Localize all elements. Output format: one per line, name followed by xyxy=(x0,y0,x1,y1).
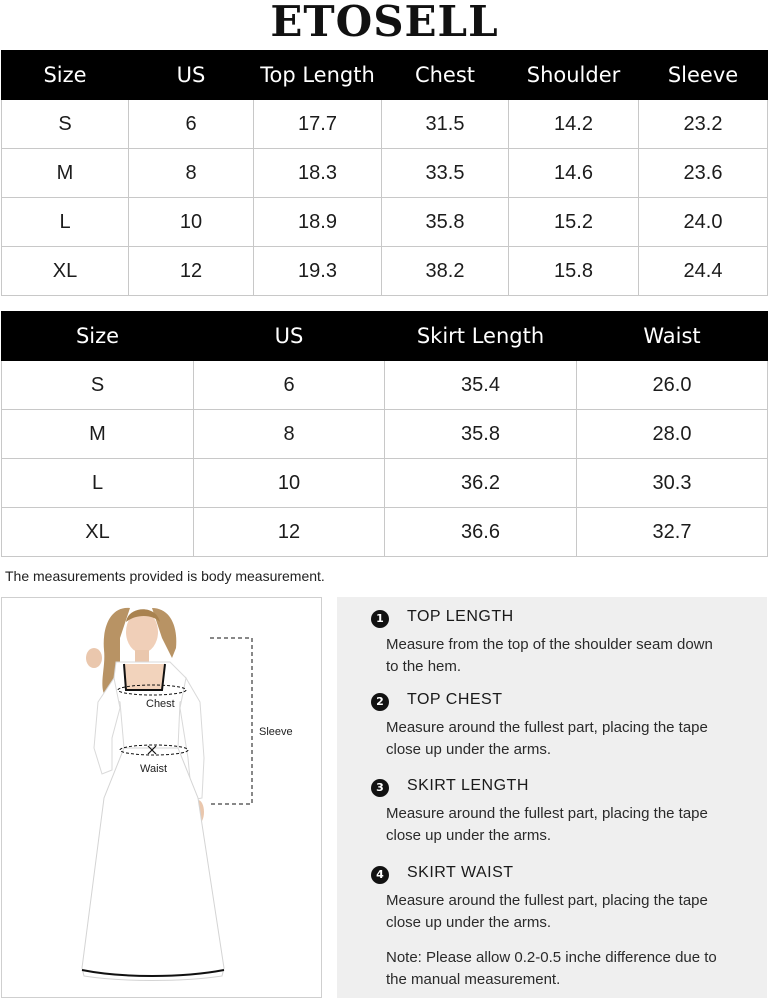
table-cell: S xyxy=(2,361,194,410)
table-cell: 12 xyxy=(129,247,254,296)
step-title: SKIRT WAIST xyxy=(407,864,514,881)
step-description: Measure around the fullest part, placing the tape close up under the arms. xyxy=(386,719,708,758)
measurement-guide xyxy=(337,597,767,998)
table-cell: 33.5 xyxy=(382,149,509,198)
table-cell: 6 xyxy=(194,361,385,410)
table-cell: 32.7 xyxy=(577,508,768,557)
dress-illustration xyxy=(2,598,322,998)
table-cell: 35.8 xyxy=(385,410,577,459)
header-waist: Waist xyxy=(577,312,768,361)
table-cell: 23.6 xyxy=(639,149,768,198)
table-header-row xyxy=(2,51,768,100)
step-title: SKIRT LENGTH xyxy=(407,777,529,794)
chest-label: Chest xyxy=(146,698,175,710)
table-cell: 17.7 xyxy=(254,100,382,149)
table-cell: 31.5 xyxy=(382,100,509,149)
table-cell: 38.2 xyxy=(382,247,509,296)
table-cell: 28.0 xyxy=(577,410,768,459)
top-size-table xyxy=(1,50,768,296)
table-cell: XL xyxy=(2,508,194,557)
table-cell: 12 xyxy=(194,508,385,557)
table-cell: 10 xyxy=(129,198,254,247)
header-skirt-length: Skirt Length xyxy=(385,312,577,361)
header-size: Size xyxy=(2,51,129,100)
model-diagram xyxy=(1,597,322,998)
table-cell: 24.0 xyxy=(639,198,768,247)
table-cell: 10 xyxy=(194,459,385,508)
table-row xyxy=(2,361,768,410)
table-cell: 8 xyxy=(194,410,385,459)
header-us: US xyxy=(129,51,254,100)
table-cell: 18.9 xyxy=(254,198,382,247)
step-description: Measure around the fullest part, placing the tape close up under the arms. xyxy=(386,805,708,844)
table-cell: 14.6 xyxy=(509,149,639,198)
table-row xyxy=(2,149,768,198)
table-cell: 18.3 xyxy=(254,149,382,198)
step-number-badge: 4 xyxy=(371,866,389,884)
table-row xyxy=(2,198,768,247)
table-cell: XL xyxy=(2,247,129,296)
step-title: TOP CHEST xyxy=(407,691,503,708)
brand-logo: ETOSELL xyxy=(270,0,499,46)
table-cell: 14.2 xyxy=(509,100,639,149)
step-number-badge: 3 xyxy=(371,779,389,797)
table-row xyxy=(2,508,768,557)
step-number-badge: 2 xyxy=(371,693,389,711)
table-cell: 24.4 xyxy=(639,247,768,296)
table-row xyxy=(2,247,768,296)
table-cell: 6 xyxy=(129,100,254,149)
difference-note: Note: Please allow 0.2-0.5 inche difference due to the manual measurement. xyxy=(386,949,717,988)
table-cell: M xyxy=(2,149,129,198)
header-sleeve: Sleeve xyxy=(639,51,768,100)
table-cell: 23.2 xyxy=(639,100,768,149)
table-cell: 35.4 xyxy=(385,361,577,410)
table-cell: M xyxy=(2,410,194,459)
header-shoulder: Shoulder xyxy=(509,51,639,100)
header-chest: Chest xyxy=(382,51,509,100)
step-description: Measure from the top of the shoulder seam down to the hem. xyxy=(386,636,713,675)
table-cell: L xyxy=(2,459,194,508)
table-cell: 35.8 xyxy=(382,198,509,247)
table-cell: L xyxy=(2,198,129,247)
table-cell: 19.3 xyxy=(254,247,382,296)
step-description: Measure around the fullest part, placing the tape close up under the arms. xyxy=(386,892,708,931)
measurement-note: The measurements provided is body measurement. xyxy=(5,568,325,584)
sleeve-label: Sleeve xyxy=(259,726,293,738)
table-row xyxy=(2,459,768,508)
table-cell: S xyxy=(2,100,129,149)
step-number-badge: 1 xyxy=(371,610,389,628)
table-header-row xyxy=(2,312,768,361)
table-cell: 15.2 xyxy=(509,198,639,247)
waist-label: Waist xyxy=(140,763,168,775)
table-cell: 15.8 xyxy=(509,247,639,296)
header-size: Size xyxy=(2,312,194,361)
step-title: TOP LENGTH xyxy=(407,608,514,625)
header-us: US xyxy=(194,312,385,361)
table-cell: 36.2 xyxy=(385,459,577,508)
table-cell: 30.3 xyxy=(577,459,768,508)
table-cell: 26.0 xyxy=(577,361,768,410)
table-row xyxy=(2,410,768,459)
table-cell: 8 xyxy=(129,149,254,198)
header-top-length: Top Length xyxy=(254,51,382,100)
table-row xyxy=(2,100,768,149)
table-cell: 36.6 xyxy=(385,508,577,557)
skirt-size-table xyxy=(1,311,768,557)
